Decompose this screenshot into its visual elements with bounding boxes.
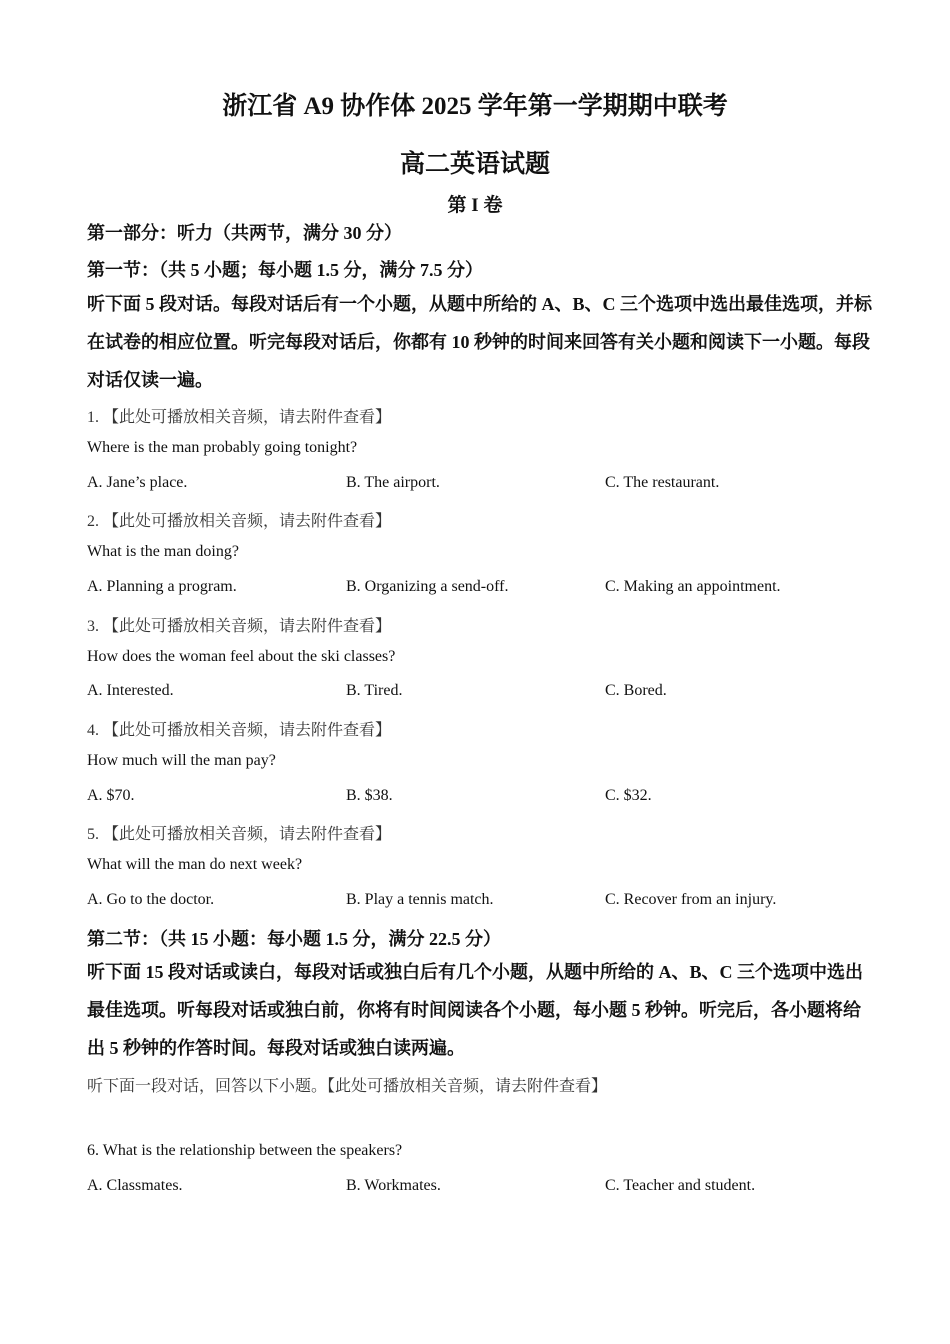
option-b-q1: B. The airport.	[346, 474, 440, 491]
option-a-q5: A. Go to the doctor.	[87, 891, 215, 908]
part1-heading: 第一部分：听力（共两节，满分 30 分）	[87, 223, 402, 243]
audio-placeholder-q1[interactable]: 1. 【此处可播放相关音频，请去附件查看】	[87, 409, 392, 426]
option-b-q5: B. Play a tennis match.	[346, 891, 494, 908]
option-a-q1: A. Jane’s place.	[87, 474, 188, 491]
option-b-q3: B. Tired.	[346, 682, 403, 699]
audio-placeholder-q5[interactable]: 5. 【此处可播放相关音频，请去附件查看】	[87, 826, 392, 843]
audio-placeholder-q3[interactable]: 3. 【此处可播放相关音频，请去附件查看】	[87, 618, 392, 635]
exam-subtitle: 高二英语试题	[399, 151, 550, 178]
option-a-q3: A. Interested.	[87, 682, 174, 699]
option-c-q4: C. $32.	[605, 787, 652, 804]
question-stem-q1: Where is the man probably going tonight?	[87, 439, 358, 456]
option-c-q3: C. Bored.	[605, 682, 667, 699]
question-stem-q4: How much will the man pay?	[87, 752, 276, 769]
option-b-q4: B. $38.	[346, 787, 393, 804]
option-a-q6: A. Classmates.	[87, 1177, 183, 1194]
option-c-q2: C. Making an appointment.	[605, 578, 781, 595]
section1-heading: 第一节：（共 5 小题；每小题 1.5 分，满分 7.5 分）	[87, 260, 483, 280]
option-c-q1: C. The restaurant.	[605, 474, 720, 491]
option-a-q4: A. $70.	[87, 787, 135, 804]
exam-title: 浙江省 A9 协作体 2025 学年第一学期期中联考	[222, 93, 728, 120]
question-stem-q2: What is the man doing?	[87, 543, 239, 560]
volume-label: 第 I 卷	[447, 195, 503, 216]
option-a-q2: A. Planning a program.	[87, 578, 237, 595]
audio-placeholder-q6[interactable]: 听下面一段对话，回答以下小题。【此处可播放相关音频，请去附件查看】	[87, 1078, 608, 1095]
question-stem-q5: What will the man do next week?	[87, 856, 303, 873]
option-c-q5: C. Recover from an injury.	[605, 891, 777, 908]
question-stem-q3: How does the woman feel about the ski classes?	[87, 648, 396, 665]
option-b-q6: B. Workmates.	[346, 1177, 441, 1194]
option-b-q2: B. Organizing a send-off.	[346, 578, 509, 595]
audio-placeholder-q2[interactable]: 2. 【此处可播放相关音频，请去附件查看】	[87, 513, 392, 530]
section2-heading: 第二节：（共 15 小题：每小题 1.5 分，满分 22.5 分）	[87, 929, 501, 949]
section2-instructions: 听下面 15 段对话或读白，每段对话或独白后有几个小题，从题中所给的 A、B、C 三个选项中选出最佳选项。听每段对话或独白前，你将有时间阅读各个小题，每小题 5 秒钟。听完后，各小题将给出 5 秒钟的作答时间。每段对话或独白读两遍。	[87, 962, 863, 1058]
question-stem-q6: 6. What is the relationship between the speakers?	[87, 1142, 403, 1159]
option-c-q6: C. Teacher and student.	[605, 1177, 756, 1194]
section1-instructions: 听下面 5 段对话。每段对话后有一个小题，从题中所给的 A、B、C 三个选项中选出最佳选项，并标在试卷的相应位置。听完每段对话后，你都有 10 秒钟的时间来回答有关小题和阅读下一小题。每段对话仅读一遍。	[87, 294, 872, 390]
audio-placeholder-q4[interactable]: 4. 【此处可播放相关音频，请去附件查看】	[87, 722, 392, 739]
